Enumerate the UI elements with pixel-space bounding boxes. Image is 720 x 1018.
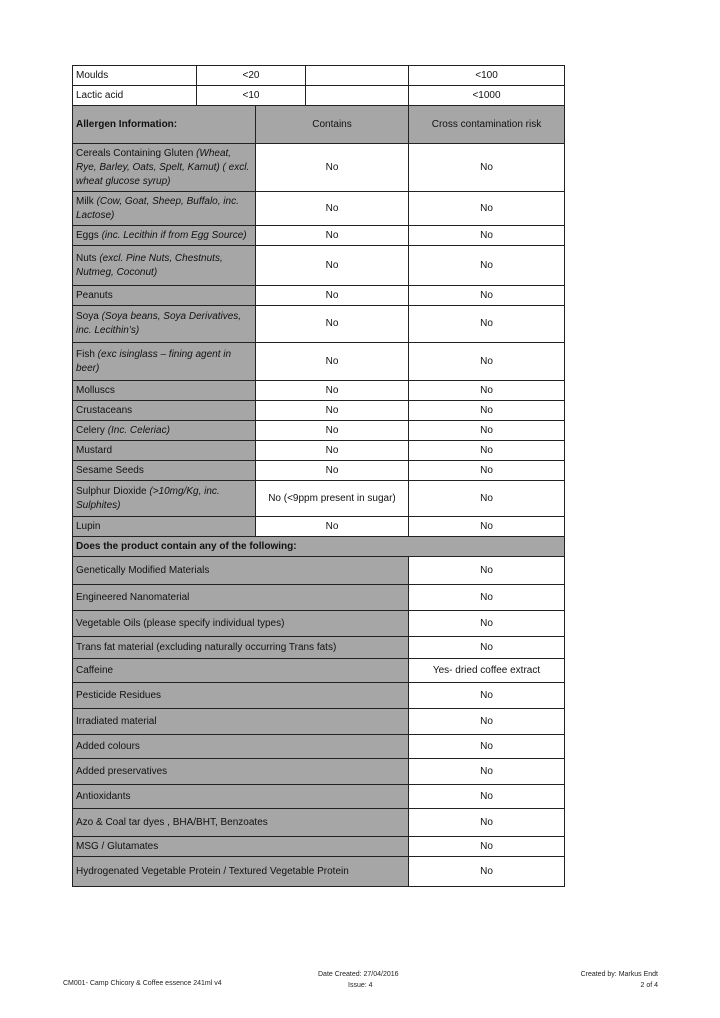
allergen-header-contains: Contains [256, 106, 409, 144]
allergen-row [73, 441, 565, 461]
allergen-row [73, 226, 565, 246]
product-item: Antioxidants [73, 785, 409, 809]
micro-target: <20 [197, 66, 306, 86]
product-row [73, 837, 565, 857]
allergen-label: Eggs [76, 229, 102, 241]
micro-limit: <1000 [409, 86, 565, 106]
allergen-contains: No [256, 401, 409, 421]
allergen-cross: No [409, 246, 565, 286]
allergen-rows [73, 144, 565, 537]
allergen-name [73, 381, 256, 401]
allergen-row [73, 144, 565, 192]
allergen-contains: No [256, 381, 409, 401]
allergen-name [73, 461, 256, 481]
allergen-label: Celery [76, 424, 108, 436]
product-row [73, 683, 565, 709]
specification-table [72, 65, 565, 887]
allergen-note: (Wheat, Rye, Barley, Oats, Spelt, Kamut) ( excl. wheat glucose syrup) [76, 147, 250, 187]
product-item: Trans fat material (excluding naturally occurring Trans fats) [73, 637, 409, 659]
product-value: No [409, 809, 565, 837]
allergen-cross: No [409, 192, 565, 226]
allergen-cross: No [409, 306, 565, 343]
allergen-name [73, 192, 256, 226]
allergen-cross: No [409, 144, 565, 192]
allergen-label: Nuts [76, 252, 100, 264]
product-value: No [409, 857, 565, 887]
product-value: No [409, 837, 565, 857]
allergen-row [73, 192, 565, 226]
micro-blank [306, 86, 409, 106]
product-item: Irradiated material [73, 709, 409, 735]
allergen-note: (Cow, Goat, Sheep, Buffalo, inc. Lactose) [76, 195, 239, 221]
allergen-cross: No [409, 401, 565, 421]
allergen-label: Fish [76, 348, 98, 360]
product-row [73, 709, 565, 735]
footer-author: Created by: Markus Endt [580, 971, 658, 978]
allergen-label: Sulphur Dioxide [76, 485, 150, 497]
allergen-contains: No [256, 144, 409, 192]
allergen-cross: No [409, 517, 565, 537]
allergen-row [73, 517, 565, 537]
allergen-contains: No [256, 226, 409, 246]
allergen-cross: No [409, 381, 565, 401]
footer-doc-ref: CM001- Camp Chicory & Coffee essence 241ml v4 [63, 980, 222, 987]
allergen-row [73, 481, 565, 517]
allergen-contains: No [256, 461, 409, 481]
product-value: No [409, 637, 565, 659]
product-item: Added preservatives [73, 759, 409, 785]
footer-date: Date Created: 27/04/2016 [318, 971, 399, 978]
allergen-label: Sesame Seeds [76, 464, 144, 476]
allergen-row [73, 381, 565, 401]
allergen-cross: No [409, 343, 565, 381]
product-row [73, 637, 565, 659]
allergen-note: (excl. Pine Nuts, Chestnuts, Nutmeg, Coconut) [76, 252, 223, 278]
footer-page: 2 of 4 [640, 982, 658, 989]
allergen-label: Molluscs [76, 384, 115, 396]
product-item: Engineered Nanomaterial [73, 585, 409, 611]
allergen-contains: No [256, 441, 409, 461]
product-value: No [409, 709, 565, 735]
micro-limit: <100 [409, 66, 565, 86]
allergen-label: Mustard [76, 444, 113, 456]
micro-row [73, 86, 565, 106]
product-value: No [409, 611, 565, 637]
allergen-cross: No [409, 441, 565, 461]
product-row [73, 857, 565, 887]
product-item: Added colours [73, 735, 409, 759]
allergen-note: (Soya beans, Soya Derivatives, inc. Lecithin’s) [76, 311, 242, 336]
allergen-row [73, 246, 565, 286]
product-item: Caffeine [73, 659, 409, 683]
product-value: No [409, 785, 565, 809]
allergen-note: (exc isinglass – fining agent in beer) [76, 348, 232, 374]
micro-name: Moulds [73, 66, 197, 86]
product-row [73, 735, 565, 759]
product-header-row [73, 537, 565, 557]
micro-name: Lactic acid [73, 86, 197, 106]
allergen-contains: No (<9ppm present in sugar) [256, 481, 409, 517]
allergen-row [73, 401, 565, 421]
allergen-header-title: Allergen Information: [73, 106, 256, 144]
allergen-contains: No [256, 517, 409, 537]
product-row [73, 611, 565, 637]
product-value: No [409, 735, 565, 759]
product-item: MSG / Glutamates [73, 837, 409, 857]
product-item: Genetically Modified Materials [73, 557, 409, 585]
allergen-row [73, 343, 565, 381]
allergen-cross: No [409, 286, 565, 306]
product-row [73, 809, 565, 837]
allergen-label: Peanuts [76, 289, 113, 301]
product-rows [73, 537, 565, 887]
allergen-header-cross: Cross contamination risk [409, 106, 565, 144]
allergen-row [73, 306, 565, 343]
allergen-name [73, 226, 256, 246]
product-value: No [409, 759, 565, 785]
product-item: Vegetable Oils (please specify individual types) [73, 611, 409, 637]
allergen-label: Crustaceans [76, 404, 133, 416]
allergen-contains: No [256, 421, 409, 441]
allergen-name [73, 343, 256, 381]
allergen-name [73, 517, 256, 537]
allergen-name [73, 401, 256, 421]
allergen-row [73, 461, 565, 481]
product-row [73, 785, 565, 809]
allergen-contains: No [256, 192, 409, 226]
product-item: Hydrogenated Vegetable Protein / Textured Vegetable Protein [73, 857, 409, 887]
allergen-note: (Inc. Celeriac) [107, 424, 170, 436]
allergen-contains: No [256, 306, 409, 343]
product-value: No [409, 557, 565, 585]
allergen-contains: No [256, 286, 409, 306]
allergen-label: Milk [76, 195, 97, 207]
product-row [73, 659, 565, 683]
micro-target: <10 [197, 86, 306, 106]
footer-issue: Issue: 4 [348, 982, 373, 989]
allergen-cross: No [409, 461, 565, 481]
allergen-note: (inc. Lecithin if from Egg Source) [101, 229, 247, 241]
allergen-name [73, 421, 256, 441]
allergen-contains: No [256, 246, 409, 286]
micro-blank [306, 66, 409, 86]
allergen-name [73, 144, 256, 192]
allergen-cross: No [409, 481, 565, 517]
allergen-label: Lupin [76, 520, 101, 532]
allergen-contains: No [256, 343, 409, 381]
product-item: Pesticide Residues [73, 683, 409, 709]
allergen-label: Cereals Containing Gluten [76, 147, 197, 159]
allergen-name [73, 441, 256, 461]
allergen-cross: No [409, 226, 565, 246]
allergen-name [73, 286, 256, 306]
product-item: Azo & Coal tar dyes , BHA/BHT, Benzoates [73, 809, 409, 837]
product-value: No [409, 683, 565, 709]
allergen-name [73, 306, 256, 343]
allergen-row [73, 421, 565, 441]
allergen-label: Soya [76, 311, 102, 322]
product-header: Does the product contain any of the following: [73, 537, 565, 557]
product-row [73, 585, 565, 611]
allergen-note: (>10mg/Kg, inc. Sulphites) [76, 485, 220, 511]
allergen-header-row [73, 106, 565, 144]
micro-row [73, 66, 565, 86]
allergen-name [73, 246, 256, 286]
allergen-name [73, 481, 256, 517]
product-row [73, 557, 565, 585]
product-value: Yes- dried coffee extract [409, 659, 565, 683]
product-row [73, 759, 565, 785]
product-value: No [409, 585, 565, 611]
allergen-row [73, 286, 565, 306]
allergen-cross: No [409, 421, 565, 441]
